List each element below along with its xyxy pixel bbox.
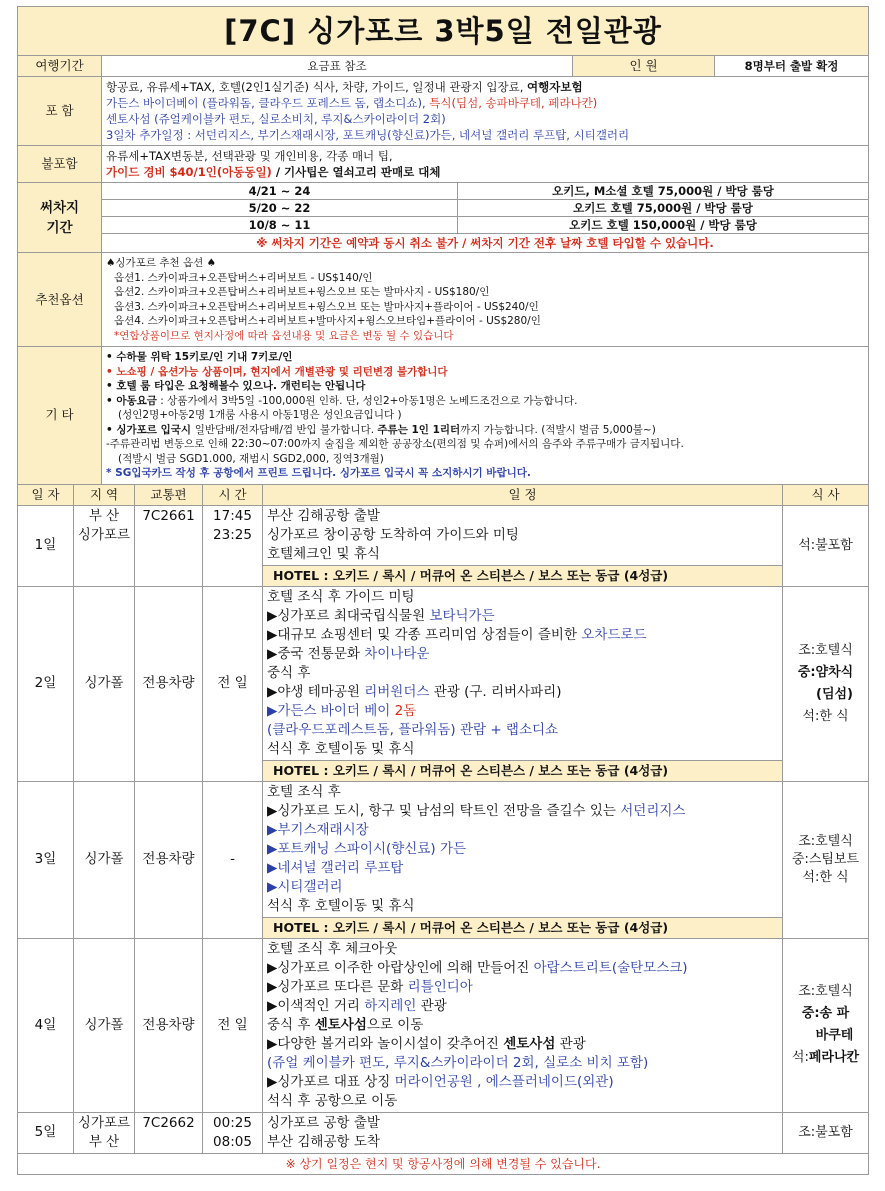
header-meal: 식 사 xyxy=(783,484,869,505)
day-region: 싱가포르 부 산 xyxy=(74,1112,135,1153)
day-transport: 전용차량 xyxy=(135,938,203,1112)
day-transport: 7C2661 xyxy=(135,505,203,586)
etc-line: (성인2명+아동2명 1개룸 사용시 아동1명은 성인요금입니다 ) xyxy=(118,409,402,421)
day-meal: 조:호텔식 중:얌차식 (딤섬) 석:한 식 xyxy=(783,586,869,781)
day-number: 1일 xyxy=(18,505,74,586)
page-title: [7C] 싱가포르 3박5일 전일관광 xyxy=(18,7,869,56)
options-label: 추천옵션 xyxy=(18,253,102,347)
day-transport: 전용차량 xyxy=(135,781,203,938)
surcharge-period: 4/21 ~ 24 xyxy=(102,183,458,200)
exclude-line: 가이드 경비 $40/1인(아동동일) / 기사팁은 열쇠고리 판매로 대체 xyxy=(106,165,441,179)
people-value: 8명부터 출발 확정 xyxy=(715,56,869,77)
info-table xyxy=(17,6,869,485)
header-transport: 교통편 xyxy=(135,484,203,505)
tour-itinerary-document xyxy=(17,6,868,1175)
header-time: 시 간 xyxy=(203,484,263,505)
include-line: 센토사섬 (쥬얼케이블카 편도, 실로소비치, 루지&스카이라이더 2회) xyxy=(106,112,446,126)
day-region: 싱가폴 xyxy=(74,586,135,781)
include-line: 3일차 추가일정 : 서던리지스, 부기스재래시장, 포트캐닝(향신료)가든, 네셔널 갤러리 루프탑, 시티갤러리 xyxy=(106,128,630,142)
surcharge-detail: 오키드 호텔 150,000원 / 박당 룸당 xyxy=(458,217,869,234)
etc-line: * SG입국카드 작성 후 공항에서 프린트 드립니다. 싱가포르 입국시 꼭 소지하시기 바랍니다. xyxy=(106,467,531,479)
header-region: 지 역 xyxy=(74,484,135,505)
day-time: - xyxy=(203,781,263,938)
day-schedule: 호텔 조식 후 가이드 미팅 ▶싱가포르 최대국립식물원 보타닉가든 ▶대규모 쇼핑센터 및 각종 프리미엄 상점들이 즐비한 오차드로드 ▶중국 전통문화 차이나타운 중식 후 ▶야생 테마공원 리버원더스 관광 (구. 리버사파리) ▶가든스 바이더 베이 2돔 (클라우드포레스트돔, 플라워돔) 관람 + 랩소디쇼 석식 후 호텔이동 및 휴식 xyxy=(263,586,783,760)
exclude-line: 유류세+TAX변동분, 선택관광 및 개인비용, 각종 매너 팁, xyxy=(106,149,393,163)
day-region: 싱가폴 xyxy=(74,938,135,1112)
day-schedule: 부산 김해공항 출발 싱가포르 창이공항 도착하여 가이드와 미팅 호텔체크인 및 휴식 xyxy=(263,505,783,565)
etc-content xyxy=(102,347,869,485)
exclude-label: 불포함 xyxy=(18,146,102,183)
options-heading: ♠싱가포르 추천 옵션 ♠ xyxy=(106,257,216,269)
day-transport: 7C2662 xyxy=(135,1112,203,1153)
include-label: 포 함 xyxy=(18,77,102,146)
option-item: 옵션3. 스카이파크+오픈탑버스+리버보트+윙스오브 또는 발마사지+플라이어 - US$240/인 xyxy=(114,300,539,313)
hotel-line: HOTEL : 오키드 / 록시 / 머큐어 온 스티븐스 / 보스 또는 동급 (4성급) xyxy=(263,917,783,938)
include-line: 가든스 바이더베이 (플라워돔, 클라우드 포레스트 돔, 랩소디쇼), 특식(딤섬, 송파바쿠테, 페라나칸) xyxy=(106,96,598,110)
day-row xyxy=(18,505,869,565)
etc-line: • 싱가포르 입국시 일반담배/전자담배/껌 반입 불가합니다. 주류는 1인 1리터까지 가능합니다. (적발시 벌금 5,000불~) xyxy=(106,423,656,436)
day-number: 3일 xyxy=(18,781,74,938)
surcharge-period: 10/8 ~ 11 xyxy=(102,217,458,234)
day-number: 2일 xyxy=(18,586,74,781)
surcharge-detail: 오키드 호텔 75,000원 / 박당 룸당 xyxy=(458,200,869,217)
option-item: 옵션1. 스카이파크+오픈탑버스+리버보트 - US$140/인 xyxy=(114,271,373,284)
surcharge-detail: 오키드, M소셜 호텔 75,000원 / 박당 룸당 xyxy=(458,183,869,200)
options-content xyxy=(102,253,869,347)
etc-line: • 호텔 룸 타입은 요청해볼수 있으나. 개런티는 안됩니다 xyxy=(106,380,366,392)
day-schedule: 호텔 조식 후 ▶싱가포르 도시, 항구 및 남섬의 탁트인 전망을 즐길수 있는 서던리지스 ▶부기스재래시장 ▶포트캐닝 스파이시(향신료) 가든 ▶네셔널 갤러리 루프탑 ▶시티갤러리 석식 후 호텔이동 및 휴식 xyxy=(263,781,783,917)
day-number: 5일 xyxy=(18,1112,74,1153)
option-item: 옵션4. 스카이파크+오픈탑버스+리버보트+발마사지+윙스오브타임+플라이어 - US$280/인 xyxy=(114,315,541,327)
surcharge-period: 5/20 ~ 22 xyxy=(102,200,458,217)
header-schedule: 일 정 xyxy=(263,484,783,505)
period-value: 요금표 참조 xyxy=(102,56,573,77)
header-day: 일 자 xyxy=(18,484,74,505)
day-meal: 조:호텔식 중:스팀보트 석:한 식 xyxy=(783,781,869,938)
day-time: 00:25 08:05 xyxy=(203,1112,263,1153)
day-row xyxy=(18,938,869,1112)
day-meal: 조:불포함 xyxy=(783,1112,869,1153)
day-meal: 석:불포함 xyxy=(783,505,869,586)
etc-line: • 수하물 위탁 15키로/인 기내 7키로/인 xyxy=(106,351,293,363)
etc-line: -주류관리법 변동으로 인해 22:30~07:00까지 술집을 제외한 공공장소(편의점 및 슈퍼)에서의 음주와 주류구매가 금지됩니다. xyxy=(106,438,684,450)
footer-note: ※ 상기 일정은 현지 및 항공사정에 의해 변경될 수 있습니다. xyxy=(18,1153,869,1174)
surcharge-note: ※ 써차지 기간은 예약과 동시 취소 불가 / 써차지 기간 전후 날짜 호텔 타입할 수 있습니다. xyxy=(102,234,869,253)
include-content xyxy=(102,77,869,146)
hotel-line: HOTEL : 오키드 / 록시 / 머큐어 온 스티븐스 / 보스 또는 동급 (4성급) xyxy=(263,760,783,781)
day-meal: 조:호텔식 중:송 파 바쿠테 석:페라나칸 xyxy=(783,938,869,1112)
options-note: *연합상품이므로 현지사정에 따라 옵션내용 및 요금은 변동 될 수 있습니다 xyxy=(114,329,454,342)
etc-line: (적발시 벌금 SGD1.000, 재범시 SGD2,000, 징역3개월) xyxy=(118,452,384,465)
day-region: 싱가폴 xyxy=(74,781,135,938)
day-schedule: 싱가포르 공항 출발 부산 김해공항 도착 xyxy=(263,1112,783,1153)
people-label: 인 원 xyxy=(573,56,715,77)
period-label: 여행기간 xyxy=(18,56,102,77)
itinerary-header-row xyxy=(18,484,869,505)
exclude-content xyxy=(102,146,869,183)
etc-label: 기 타 xyxy=(18,347,102,485)
day-region: 부 산 싱가포르 xyxy=(74,505,135,586)
include-line: 항공료, 유류세+TAX, 호텔(2인1실기준) 식사, 차량, 가이드, 일정내 관광지 입장료, 여행자보험 xyxy=(106,80,583,94)
day-row xyxy=(18,586,869,760)
option-item: 옵션2. 스카이파크+오픈탑버스+리버보트+윙스오브 또는 발마사지 - US$180/인 xyxy=(114,286,490,298)
day-number: 4일 xyxy=(18,938,74,1112)
day-time: 17:45 23:25 xyxy=(203,505,263,586)
day-transport: 전용차량 xyxy=(135,586,203,781)
hotel-line: HOTEL : 오키드 / 록시 / 머큐어 온 스티븐스 / 보스 또는 동급 (4성급) xyxy=(263,565,783,586)
day-time: 전 일 xyxy=(203,938,263,1112)
day-time: 전 일 xyxy=(203,586,263,781)
etc-line: • 아동요금 : 상품가에서 3박5일 -100,000원 인하. 단, 성인2+아동1명은 노베드조건으로 가능합니다. xyxy=(106,394,578,407)
surcharge-label: 써차지 기간 xyxy=(18,183,102,253)
day-schedule: 호텔 조식 후 체크아웃 ▶싱가포르 이주한 아랍상인에 의해 만들어진 아랍스트리트(술탄모스크) ▶싱가포르 또다른 문화 리틀인디아 ▶이색적인 거리 하지레인 관광 중식 후 센토사섬으로 이동 ▶다양한 볼거리와 놀이시설이 갖추어진 센토사섬 관광 (쥬얼 케이블카 편도, 루지&스카이라이더 2회, 실로소 비치 포함) ▶싱가포르 대표 상징 머라이언공원 , 에스플러네이드(외관) 석식 후 공항으로 이동 xyxy=(263,938,783,1112)
etc-line: • 노쇼핑 / 옵션가능 상품이며, 현지에서 개별관광 및 리턴변경 불가합니다 xyxy=(106,365,448,378)
itinerary-table xyxy=(17,484,869,1175)
day-row xyxy=(18,781,869,917)
day-row xyxy=(18,1112,869,1153)
